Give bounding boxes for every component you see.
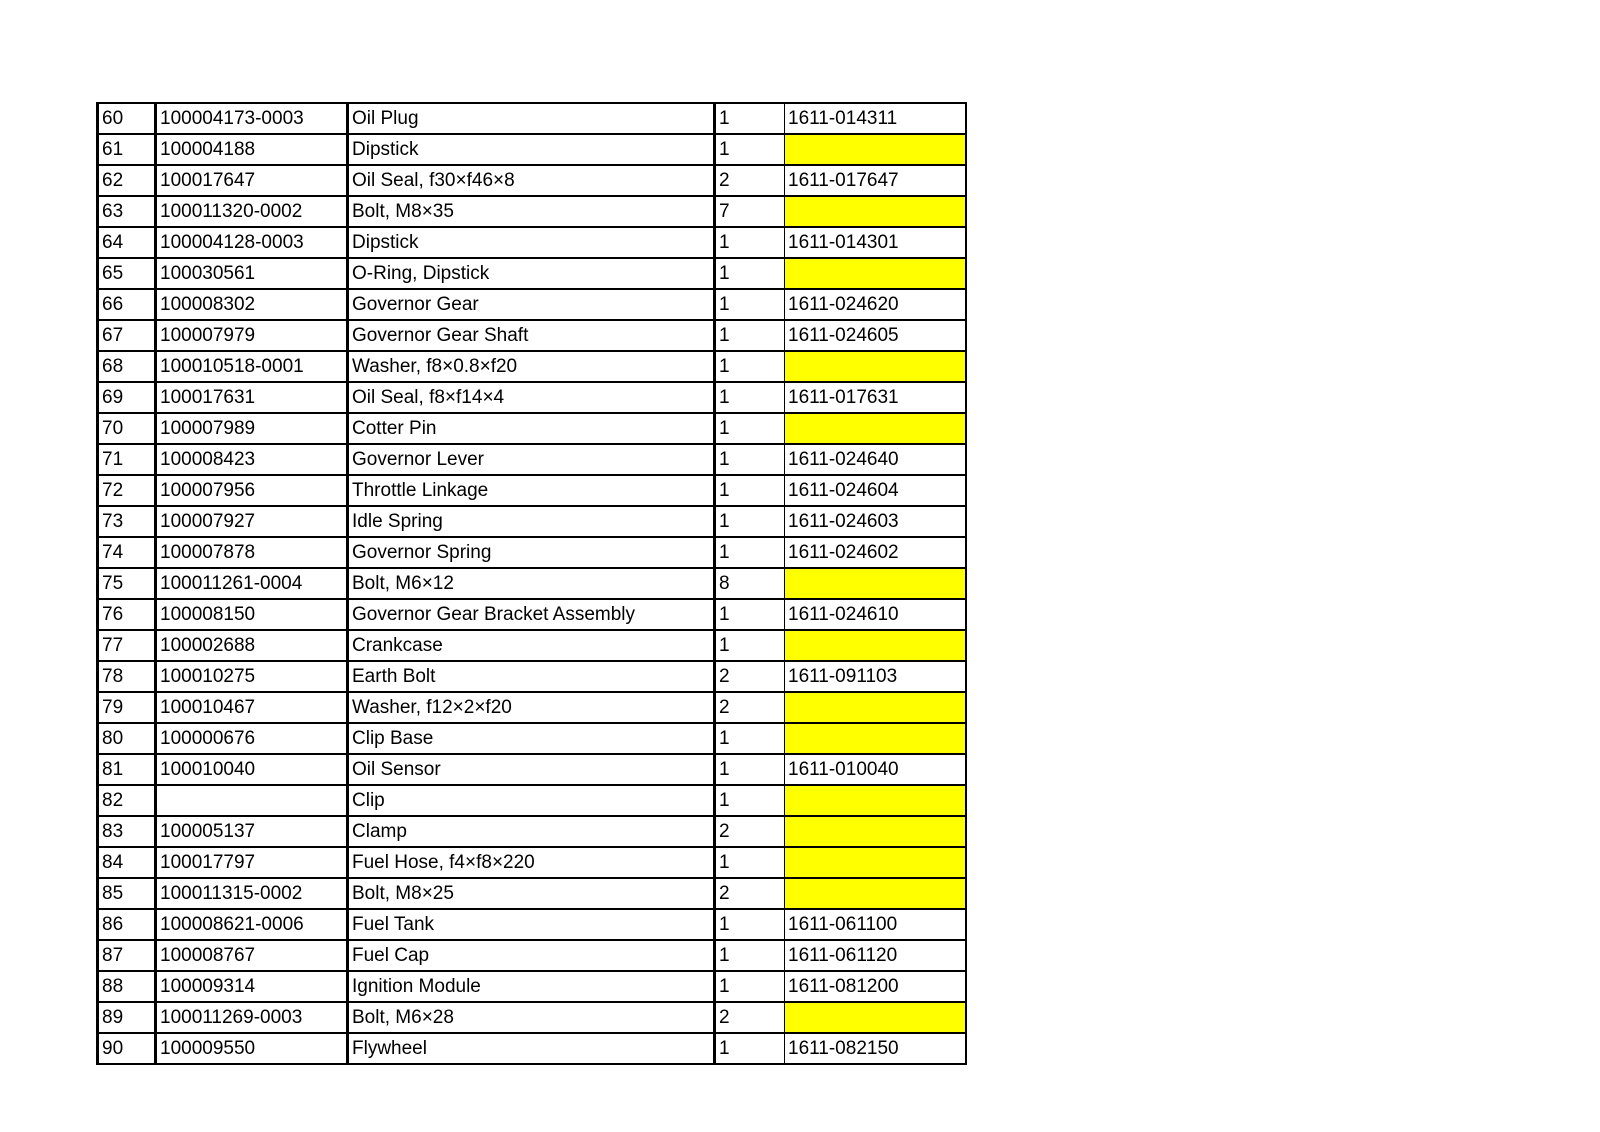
reference-number-cell: [785, 692, 966, 723]
item-number-cell: 77: [98, 630, 156, 661]
part-number-cell: 100030561: [156, 258, 348, 289]
quantity-cell: 2: [715, 165, 785, 196]
table-row: [98, 537, 966, 568]
quantity-cell: 1: [715, 382, 785, 413]
reference-number-cell: [785, 134, 966, 165]
quantity-cell: 1: [715, 630, 785, 661]
description-cell: Fuel Cap: [348, 940, 715, 971]
description-cell: Fuel Hose, f4×f8×220: [348, 847, 715, 878]
item-number-cell: 90: [98, 1033, 156, 1064]
quantity-cell: 1: [715, 289, 785, 320]
item-number-cell: 70: [98, 413, 156, 444]
description-cell: O-Ring, Dipstick: [348, 258, 715, 289]
description-cell: Crankcase: [348, 630, 715, 661]
table-row: [98, 444, 966, 475]
reference-number-cell: [785, 816, 966, 847]
quantity-cell: 8: [715, 568, 785, 599]
table-row: [98, 103, 966, 134]
quantity-cell: 1: [715, 227, 785, 258]
parts-table: [96, 102, 967, 1065]
description-cell: Cotter Pin: [348, 413, 715, 444]
description-cell: Bolt, M6×28: [348, 1002, 715, 1033]
quantity-cell: 7: [715, 196, 785, 227]
part-number-cell: 100011269-0003: [156, 1002, 348, 1033]
part-number-cell: 100007956: [156, 475, 348, 506]
parts-table-body: [98, 103, 966, 1064]
part-number-cell: 100017797: [156, 847, 348, 878]
reference-number-cell: 1611-024603: [785, 506, 966, 537]
table-row: [98, 289, 966, 320]
quantity-cell: 1: [715, 351, 785, 382]
quantity-cell: 1: [715, 444, 785, 475]
description-cell: Bolt, M6×12: [348, 568, 715, 599]
description-cell: Dipstick: [348, 227, 715, 258]
table-row: [98, 940, 966, 971]
quantity-cell: 1: [715, 754, 785, 785]
description-cell: Oil Sensor: [348, 754, 715, 785]
item-number-cell: 88: [98, 971, 156, 1002]
part-number-cell: 100004173-0003: [156, 103, 348, 134]
quantity-cell: 1: [715, 258, 785, 289]
reference-number-cell: 1611-024605: [785, 320, 966, 351]
part-number-cell: 100004188: [156, 134, 348, 165]
table-row: [98, 1033, 966, 1064]
part-number-cell: [156, 785, 348, 816]
quantity-cell: 1: [715, 599, 785, 630]
reference-number-cell: 1611-010040: [785, 754, 966, 785]
item-number-cell: 64: [98, 227, 156, 258]
part-number-cell: 100017631: [156, 382, 348, 413]
quantity-cell: 1: [715, 940, 785, 971]
part-number-cell: 100009550: [156, 1033, 348, 1064]
quantity-cell: 1: [715, 506, 785, 537]
description-cell: Clamp: [348, 816, 715, 847]
part-number-cell: 100004128-0003: [156, 227, 348, 258]
table-row: [98, 971, 966, 1002]
item-number-cell: 74: [98, 537, 156, 568]
description-cell: Dipstick: [348, 134, 715, 165]
item-number-cell: 72: [98, 475, 156, 506]
quantity-cell: 1: [715, 320, 785, 351]
description-cell: Bolt, M8×25: [348, 878, 715, 909]
reference-number-cell: 1611-082150: [785, 1033, 966, 1064]
item-number-cell: 61: [98, 134, 156, 165]
description-cell: Oil Seal, f30×f46×8: [348, 165, 715, 196]
reference-number-cell: 1611-061120: [785, 940, 966, 971]
quantity-cell: 1: [715, 785, 785, 816]
reference-number-cell: [785, 847, 966, 878]
part-number-cell: 100008423: [156, 444, 348, 475]
description-cell: Idle Spring: [348, 506, 715, 537]
reference-number-cell: 1611-017631: [785, 382, 966, 413]
item-number-cell: 73: [98, 506, 156, 537]
item-number-cell: 67: [98, 320, 156, 351]
table-row: [98, 165, 966, 196]
table-row: [98, 475, 966, 506]
quantity-cell: 2: [715, 878, 785, 909]
quantity-cell: 2: [715, 816, 785, 847]
table-row: [98, 258, 966, 289]
part-number-cell: 100011320-0002: [156, 196, 348, 227]
part-number-cell: 100008150: [156, 599, 348, 630]
description-cell: Governor Gear: [348, 289, 715, 320]
reference-number-cell: 1611-017647: [785, 165, 966, 196]
quantity-cell: 1: [715, 723, 785, 754]
table-row: [98, 723, 966, 754]
description-cell: Oil Plug: [348, 103, 715, 134]
part-number-cell: 100002688: [156, 630, 348, 661]
item-number-cell: 81: [98, 754, 156, 785]
part-number-cell: 100010275: [156, 661, 348, 692]
reference-number-cell: 1611-081200: [785, 971, 966, 1002]
description-cell: Clip: [348, 785, 715, 816]
quantity-cell: 1: [715, 1033, 785, 1064]
table-row: [98, 134, 966, 165]
item-number-cell: 79: [98, 692, 156, 723]
part-number-cell: 100011261-0004: [156, 568, 348, 599]
table-row: [98, 630, 966, 661]
quantity-cell: 1: [715, 971, 785, 1002]
table-row: [98, 754, 966, 785]
part-number-cell: 100007989: [156, 413, 348, 444]
reference-number-cell: [785, 878, 966, 909]
part-number-cell: 100017647: [156, 165, 348, 196]
part-number-cell: 100007927: [156, 506, 348, 537]
part-number-cell: 100000676: [156, 723, 348, 754]
quantity-cell: 2: [715, 692, 785, 723]
item-number-cell: 62: [98, 165, 156, 196]
description-cell: Clip Base: [348, 723, 715, 754]
reference-number-cell: [785, 630, 966, 661]
part-number-cell: 100005137: [156, 816, 348, 847]
reference-number-cell: [785, 258, 966, 289]
quantity-cell: 1: [715, 909, 785, 940]
quantity-cell: 1: [715, 413, 785, 444]
reference-number-cell: [785, 568, 966, 599]
description-cell: Bolt, M8×35: [348, 196, 715, 227]
quantity-cell: 1: [715, 847, 785, 878]
reference-number-cell: 1611-014311: [785, 103, 966, 134]
table-row: [98, 227, 966, 258]
part-number-cell: 100011315-0002: [156, 878, 348, 909]
table-row: [98, 568, 966, 599]
part-number-cell: 100009314: [156, 971, 348, 1002]
table-row: [98, 816, 966, 847]
table-row: [98, 847, 966, 878]
description-cell: Earth Bolt: [348, 661, 715, 692]
description-cell: Washer, f12×2×f20: [348, 692, 715, 723]
part-number-cell: 100010467: [156, 692, 348, 723]
item-number-cell: 71: [98, 444, 156, 475]
reference-number-cell: 1611-024604: [785, 475, 966, 506]
reference-number-cell: 1611-024640: [785, 444, 966, 475]
table-row: [98, 661, 966, 692]
description-cell: Governor Spring: [348, 537, 715, 568]
table-row: [98, 351, 966, 382]
item-number-cell: 87: [98, 940, 156, 971]
reference-number-cell: 1611-061100: [785, 909, 966, 940]
parts-sheet: [96, 102, 967, 1065]
part-number-cell: 100008302: [156, 289, 348, 320]
part-number-cell: 100007979: [156, 320, 348, 351]
item-number-cell: 85: [98, 878, 156, 909]
item-number-cell: 63: [98, 196, 156, 227]
table-row: [98, 506, 966, 537]
table-row: [98, 413, 966, 444]
table-row: [98, 785, 966, 816]
table-row: [98, 382, 966, 413]
part-number-cell: 100010518-0001: [156, 351, 348, 382]
reference-number-cell: [785, 723, 966, 754]
description-cell: Fuel Tank: [348, 909, 715, 940]
reference-number-cell: 1611-091103: [785, 661, 966, 692]
table-row: [98, 909, 966, 940]
description-cell: Governor Lever: [348, 444, 715, 475]
item-number-cell: 78: [98, 661, 156, 692]
item-number-cell: 69: [98, 382, 156, 413]
item-number-cell: 76: [98, 599, 156, 630]
reference-number-cell: 1611-024602: [785, 537, 966, 568]
table-row: [98, 878, 966, 909]
description-cell: Throttle Linkage: [348, 475, 715, 506]
reference-number-cell: [785, 196, 966, 227]
item-number-cell: 89: [98, 1002, 156, 1033]
item-number-cell: 65: [98, 258, 156, 289]
table-row: [98, 692, 966, 723]
part-number-cell: 100008621-0006: [156, 909, 348, 940]
item-number-cell: 83: [98, 816, 156, 847]
item-number-cell: 68: [98, 351, 156, 382]
quantity-cell: 1: [715, 537, 785, 568]
quantity-cell: 1: [715, 103, 785, 134]
reference-number-cell: [785, 351, 966, 382]
reference-number-cell: [785, 785, 966, 816]
description-cell: Ignition Module: [348, 971, 715, 1002]
reference-number-cell: 1611-024620: [785, 289, 966, 320]
part-number-cell: 100010040: [156, 754, 348, 785]
reference-number-cell: 1611-024610: [785, 599, 966, 630]
description-cell: Governor Gear Bracket Assembly: [348, 599, 715, 630]
table-row: [98, 320, 966, 351]
item-number-cell: 80: [98, 723, 156, 754]
reference-number-cell: [785, 413, 966, 444]
table-row: [98, 599, 966, 630]
part-number-cell: 100008767: [156, 940, 348, 971]
item-number-cell: 84: [98, 847, 156, 878]
description-cell: Governor Gear Shaft: [348, 320, 715, 351]
quantity-cell: 2: [715, 1002, 785, 1033]
description-cell: Flywheel: [348, 1033, 715, 1064]
item-number-cell: 86: [98, 909, 156, 940]
description-cell: Washer, f8×0.8×f20: [348, 351, 715, 382]
item-number-cell: 82: [98, 785, 156, 816]
description-cell: Oil Seal, f8×f14×4: [348, 382, 715, 413]
item-number-cell: 60: [98, 103, 156, 134]
reference-number-cell: [785, 1002, 966, 1033]
item-number-cell: 75: [98, 568, 156, 599]
reference-number-cell: 1611-014301: [785, 227, 966, 258]
table-row: [98, 1002, 966, 1033]
quantity-cell: 1: [715, 475, 785, 506]
quantity-cell: 2: [715, 661, 785, 692]
quantity-cell: 1: [715, 134, 785, 165]
item-number-cell: 66: [98, 289, 156, 320]
part-number-cell: 100007878: [156, 537, 348, 568]
table-row: [98, 196, 966, 227]
